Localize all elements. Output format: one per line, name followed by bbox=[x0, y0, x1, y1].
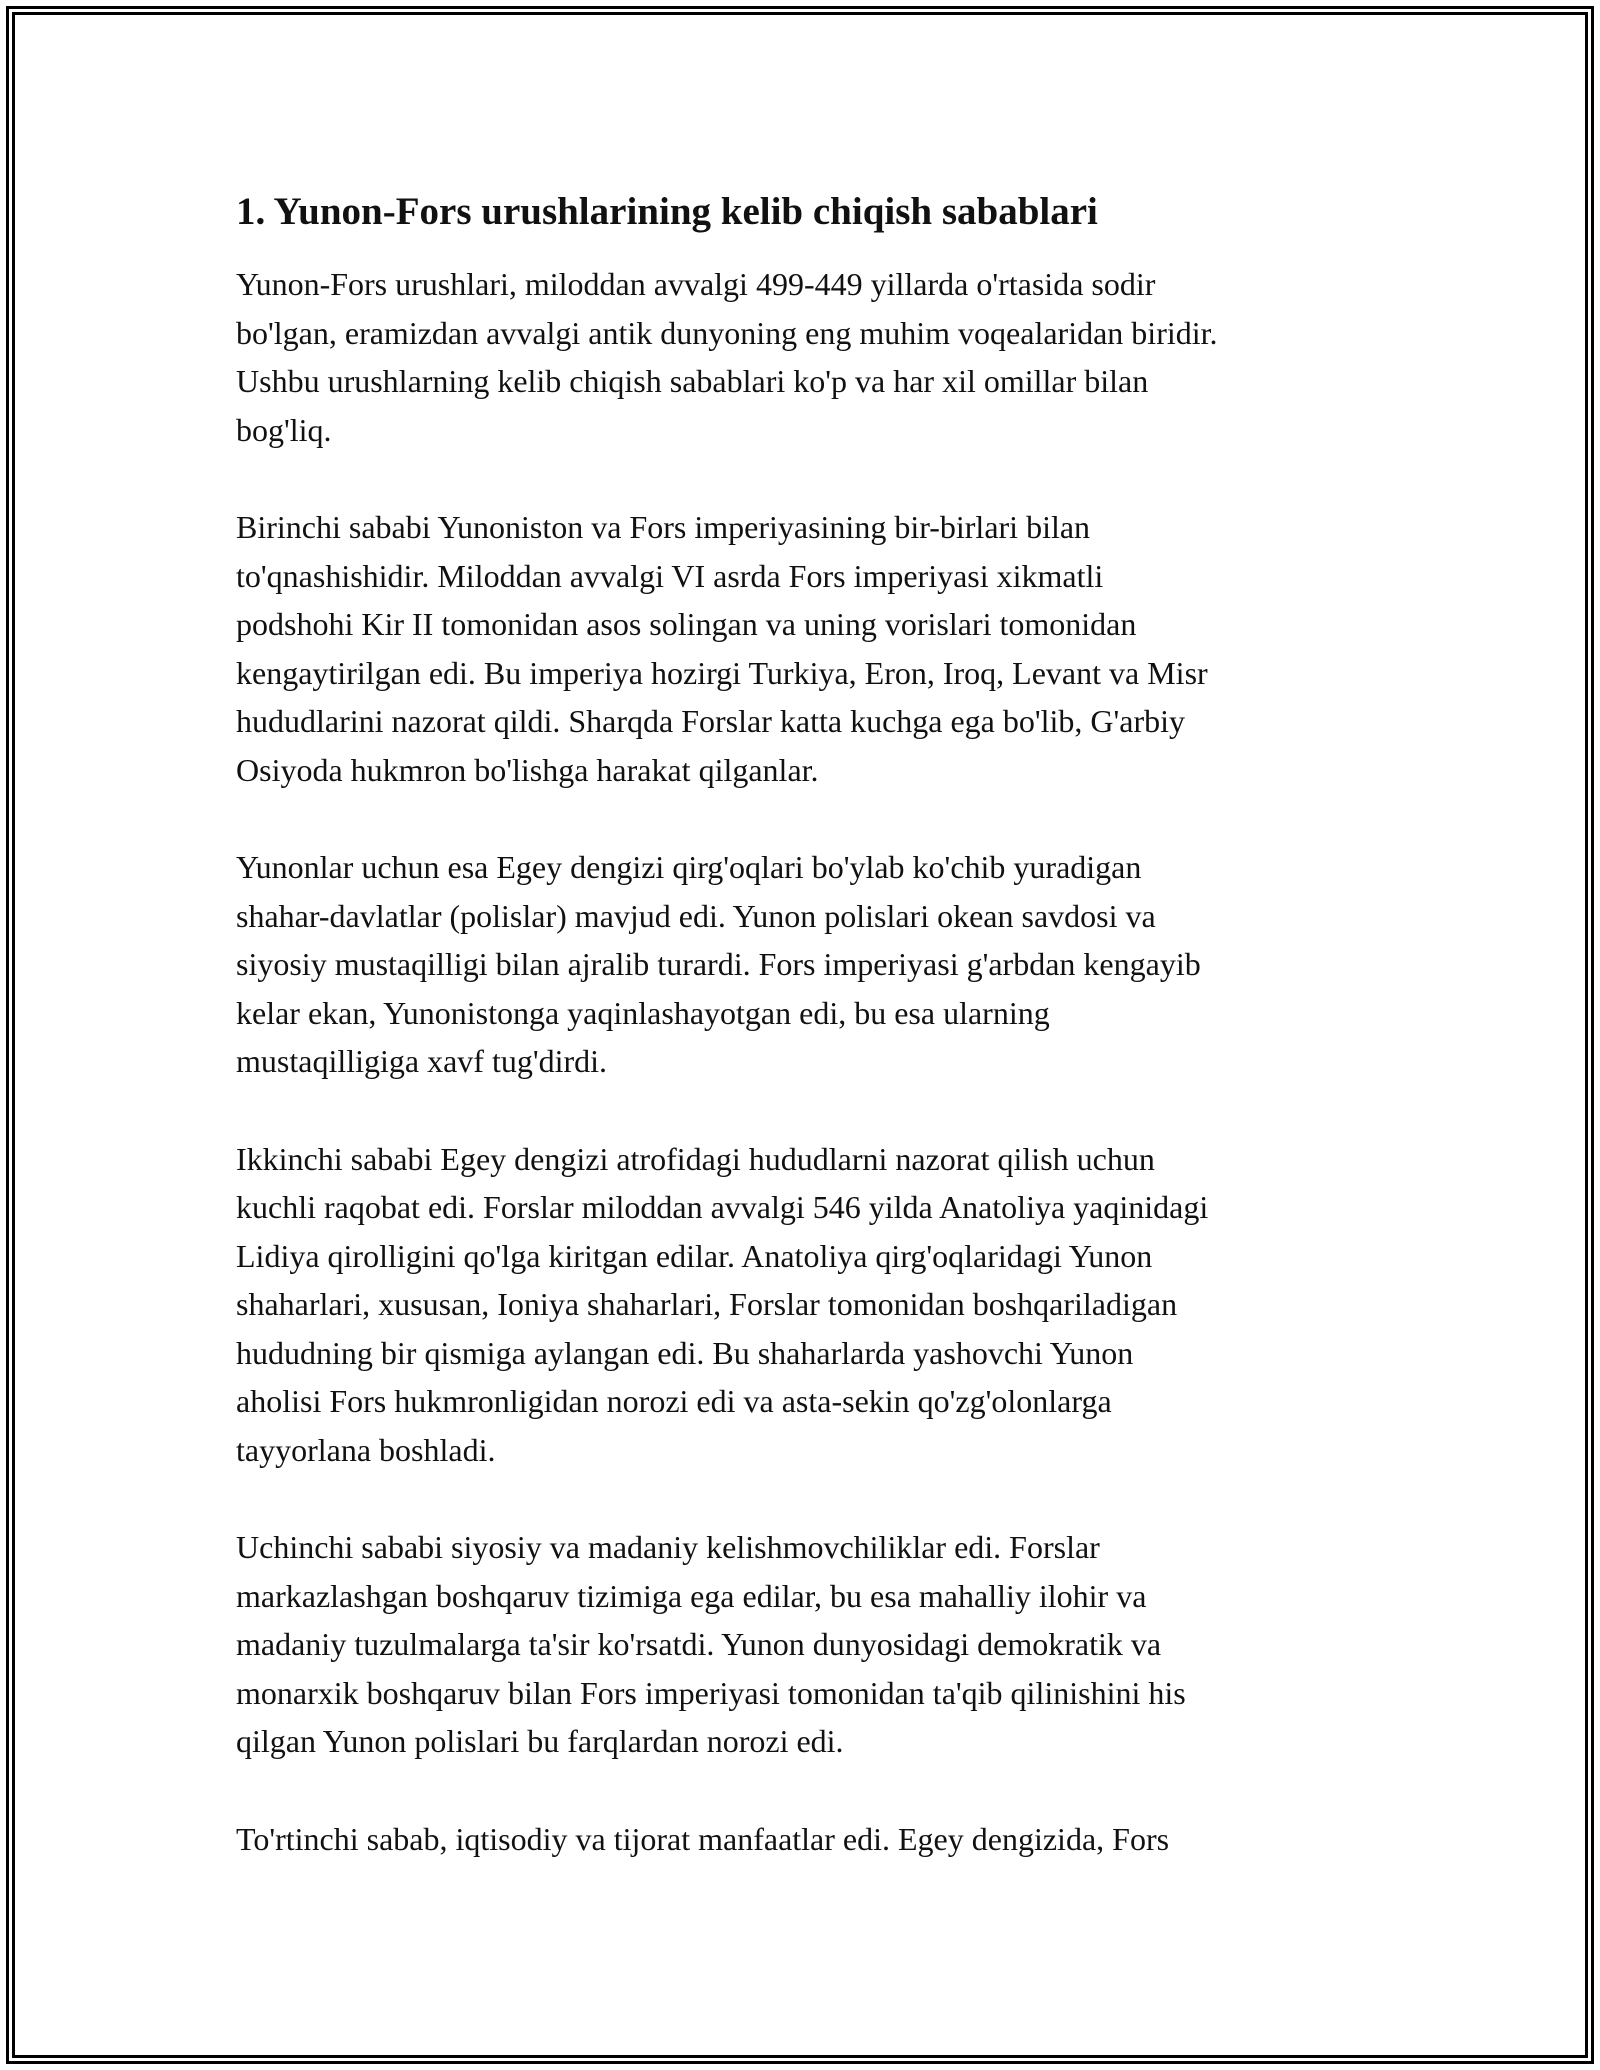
paragraph-intro: Yunon-Fors urushlari, miloddan avvalgi 499-449 yillarda o'rtasida sodir bo'lgan, eramizdan avvalgi antik dunyoning eng muhim voqealaridan biridir. Ushbu urushlarning kelib chiqish sabablari ko'p va har xil omillar bilan bog'liq. bbox=[236, 266, 1218, 448]
document-title: 1. Yunon-Fors urushlarining kelib chiqish sabablari bbox=[236, 190, 1098, 233]
paragraph-second-cause: Ikkinchi sababi Egey dengizi atrofidagi hududlarni nazorat qilish uchun kuchli raqobat edi. Forslar miloddan avvalgi 546 yilda Anatoliya yaqinidagi Lidiya qirolligini qo'lga kiritgan edilar. Anatoliya qirg'oqlaridagi Yunon shaharlari, xususan, Ioniya shaharlari, Forslar tomonidan boshqariladigan hududning bir qismiga aylangan edi. Bu shaharlarda yashovchi Yunon aholisi Fors hukmronligidan norozi edi va asta-sekin qo'zg'olonlarga tayyorlana boshladi. bbox=[236, 1140, 1209, 1468]
paragraph-fourth-cause: To'rtinchi sabab, iqtisodiy va tijorat manfaatlar edi. Egey dengizida, Fors bbox=[236, 1820, 1170, 1857]
paragraph-third-cause: Uchinchi sababi siyosiy va madaniy kelishmovchiliklar edi. Forslar markazlashgan boshqaruv tizimiga ega edilar, bu esa mahalliy ilohir va madaniy tuzulmalarga ta'sir ko'rsatdi. Yunon dunyosidagi demokratik va monarxik boshqaruv bilan Fors imperiyasi tomonidan ta'qib qilinishini his qilgan Yunon polislari bu farqlardan norozi edi. bbox=[236, 1529, 1186, 1759]
document-body bbox=[236, 186, 1376, 1912]
paragraph-first-cause: Birinchi sababi Yunoniston va Fors imperiyasining bir-birlari bilan to'qnashishidir. Miloddan avvalgi VI asrda Fors imperiyasi xikmatli podshohi Kir II tomonidan asos solingan va uning vorislari tomonidan kengaytirilgan edi. Bu imperiya hozirgi Turkiya, Eron, Iroq, Levant va Misr hududlarini nazorat qildi. Sharqda Forslar katta kuchga ega bo'lib, G'arbiy Osiyoda hukmron bo'lishga harakat qilganlar. bbox=[236, 509, 1208, 788]
paragraph-greek-poleis: Yunonlar uchun esa Egey dengizi qirg'oqlari bo'ylab ko'chib yuradigan shahar-davlatlar (polislar) mavjud edi. Yunon polislari okean savdosi va siyosiy mustaqilligi bilan ajralib turardi. Fors imperiyasi g'arbdan kengayib kelar ekan, Yunonistonga yaqinlashayotgan edi, bu esa ularning mustaqilligiga xavf tug'dirdi. bbox=[236, 849, 1201, 1079]
